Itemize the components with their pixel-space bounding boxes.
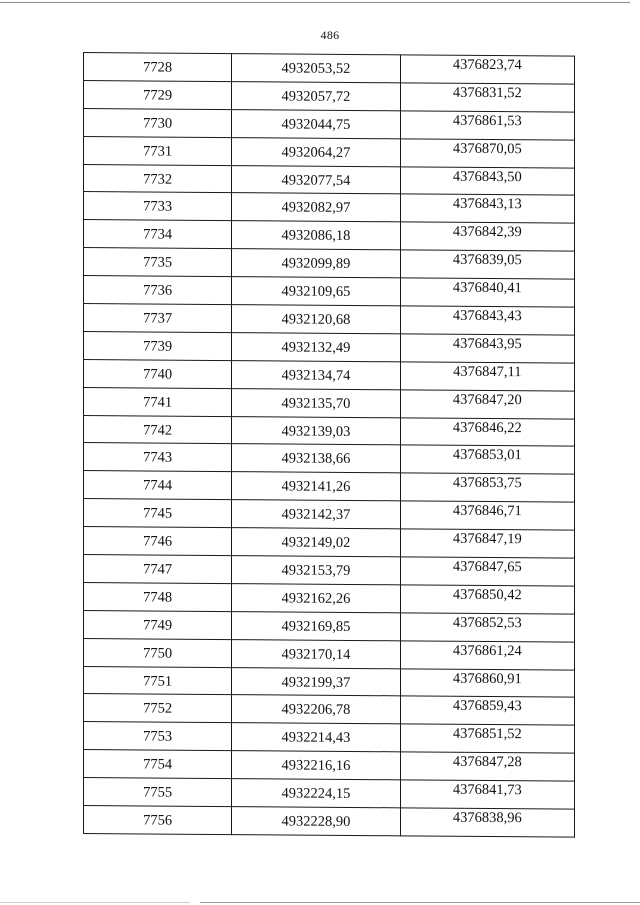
- y-coordinate-cell: [400, 362, 574, 391]
- x-coordinate: 4932169,85: [281, 618, 351, 635]
- y-coordinate: 4376842,39: [452, 223, 522, 241]
- point-number-cell: [84, 53, 232, 82]
- x-coordinate: 4932138,66: [281, 450, 351, 468]
- point-number: 7746: [143, 533, 173, 550]
- x-coordinate: 4932053,52: [281, 60, 351, 77]
- table-row: [84, 359, 575, 390]
- point-number: 7752: [143, 700, 173, 718]
- y-coordinate: 4376838,96: [452, 809, 522, 827]
- point-number-cell: [84, 136, 232, 165]
- point-number: 7751: [143, 672, 173, 690]
- x-coordinate: 4932141,26: [281, 478, 351, 496]
- table-row: [84, 610, 575, 641]
- y-coordinate: 4376843,95: [452, 335, 522, 353]
- point-number-cell: [84, 164, 232, 193]
- point-number: 7756: [143, 812, 173, 829]
- point-number: 7733: [143, 198, 173, 216]
- x-coordinate-cell: [232, 137, 400, 166]
- y-coordinate: 4376831,52: [452, 84, 522, 102]
- y-coordinate: 4376853,01: [452, 447, 522, 464]
- x-coordinate: 4932153,79: [281, 562, 351, 579]
- point-number-cell: [84, 778, 232, 807]
- table-row: [84, 443, 575, 474]
- x-coordinate-cell: [232, 221, 400, 250]
- y-coordinate: 4376841,73: [452, 781, 522, 799]
- point-number-cell: [84, 638, 232, 667]
- point-number: 7736: [143, 282, 173, 299]
- y-coordinate-cell: [400, 696, 574, 725]
- table-row: [84, 136, 575, 167]
- y-coordinate: 4376852,53: [452, 614, 522, 631]
- y-coordinate: 4376843,43: [452, 307, 522, 325]
- y-coordinate: 4376823,74: [452, 56, 522, 74]
- y-coordinate: 4376860,91: [452, 670, 522, 687]
- point-number-cell: [84, 750, 232, 779]
- y-coordinate-cell: [400, 417, 574, 446]
- y-coordinate-cell: [400, 501, 574, 530]
- point-number: 7748: [143, 589, 173, 606]
- x-coordinate: 4932162,26: [281, 590, 351, 607]
- x-coordinate: 4932142,37: [281, 506, 351, 524]
- point-number: 7745: [143, 505, 173, 522]
- y-coordinate-cell: [400, 250, 574, 279]
- table-row: [84, 53, 575, 84]
- coordinates-table: [83, 52, 575, 838]
- y-coordinate-cell: [400, 668, 574, 697]
- x-coordinate: 4932077,54: [281, 171, 351, 189]
- point-number-cell: [84, 331, 232, 360]
- y-coordinate: 4376843,50: [452, 168, 522, 185]
- x-coordinate: 4932199,37: [281, 673, 351, 691]
- y-coordinate-cell: [400, 780, 574, 809]
- y-coordinate-cell: [400, 55, 574, 84]
- point-number-cell: [84, 666, 232, 695]
- x-coordinate: 4932044,75: [281, 116, 351, 133]
- point-number-cell: [84, 806, 232, 835]
- point-number-cell: [84, 610, 232, 639]
- table-row: [84, 192, 575, 223]
- x-coordinate-cell: [232, 444, 400, 473]
- x-coordinate-cell: [232, 611, 400, 640]
- x-coordinate-cell: [232, 360, 400, 389]
- table-row: [84, 387, 575, 418]
- coordinates-table-body: [84, 53, 575, 838]
- point-number: 7742: [143, 421, 173, 439]
- top-edge-rule: [0, 2, 630, 3]
- x-coordinate-cell: [232, 695, 400, 724]
- x-coordinate: 4932057,72: [281, 88, 351, 105]
- point-number-cell: [84, 80, 232, 109]
- point-number: 7732: [143, 170, 173, 188]
- x-coordinate-cell: [232, 54, 400, 83]
- y-coordinate: 4376847,20: [452, 391, 522, 408]
- table-row: [84, 499, 575, 530]
- point-number: 7755: [143, 784, 173, 801]
- y-coordinate-cell: [400, 306, 574, 335]
- x-coordinate: 4932214,43: [281, 729, 351, 747]
- x-coordinate-cell: [232, 165, 400, 194]
- point-number: 7740: [143, 366, 173, 383]
- bottom-edge-rule: [200, 902, 640, 903]
- table-row: [84, 555, 575, 586]
- x-coordinate-cell: [232, 807, 400, 836]
- x-coordinate-cell: [232, 305, 400, 334]
- y-coordinate-cell: [400, 724, 574, 753]
- page-number: 486: [320, 28, 340, 42]
- y-coordinate-cell: [400, 390, 574, 419]
- table-row: [84, 304, 575, 335]
- point-number-cell: [84, 387, 232, 416]
- x-coordinate: 4932132,49: [281, 339, 351, 356]
- x-coordinate: 4932139,03: [281, 422, 351, 440]
- y-coordinate-cell: [400, 334, 574, 363]
- table-row: [84, 276, 575, 307]
- point-number: 7731: [143, 143, 173, 160]
- point-number-cell: [84, 192, 232, 221]
- point-number-cell: [84, 582, 232, 611]
- table-row: [84, 80, 575, 111]
- x-coordinate-cell: [232, 667, 400, 696]
- x-coordinate: 4932120,68: [281, 311, 351, 328]
- table-row: [84, 778, 575, 809]
- y-coordinate: 4376847,65: [452, 558, 522, 576]
- table-row: [84, 527, 575, 558]
- y-coordinate: 4376847,11: [453, 363, 522, 380]
- y-coordinate: 4376839,05: [452, 251, 522, 269]
- x-coordinate-cell: [232, 779, 400, 808]
- y-coordinate: 4376846,22: [452, 419, 522, 436]
- y-coordinate-cell: [400, 529, 574, 558]
- x-coordinate-cell: [232, 472, 400, 501]
- y-coordinate: 4376859,43: [452, 698, 522, 715]
- point-number-cell: [84, 527, 232, 556]
- point-number-cell: [84, 443, 232, 472]
- y-coordinate-cell: [400, 166, 574, 195]
- y-coordinate: 4376853,75: [452, 475, 522, 492]
- y-coordinate-cell: [400, 585, 574, 614]
- y-coordinate: 4376840,41: [452, 279, 522, 297]
- table-row: [84, 806, 575, 837]
- x-coordinate-cell: [232, 723, 400, 752]
- x-coordinate-cell: [232, 416, 400, 445]
- x-coordinate: 4932216,16: [281, 757, 351, 775]
- y-coordinate: 4376851,52: [452, 726, 522, 743]
- point-number-cell: [84, 499, 232, 528]
- table-row: [84, 694, 575, 725]
- table-row: [84, 220, 575, 251]
- y-coordinate-cell: [400, 278, 574, 307]
- point-number-cell: [84, 248, 232, 277]
- x-coordinate: 4932228,90: [281, 813, 351, 830]
- point-number: 7743: [143, 449, 173, 467]
- x-coordinate: 4932099,89: [281, 255, 351, 273]
- y-coordinate-cell: [400, 111, 574, 140]
- x-coordinate-cell: [232, 109, 400, 138]
- point-number-cell: [84, 359, 232, 388]
- point-number-cell: [84, 220, 232, 249]
- x-coordinate-cell: [232, 249, 400, 278]
- x-coordinate: 4932109,65: [281, 283, 351, 301]
- bottom-edge-rule-faint: [0, 902, 190, 903]
- point-number: 7747: [143, 561, 173, 578]
- point-number-cell: [84, 304, 232, 333]
- x-coordinate: 4932086,18: [281, 227, 351, 245]
- point-number-cell: [84, 555, 232, 584]
- x-coordinate-cell: [232, 639, 400, 668]
- table-row: [84, 415, 575, 446]
- point-number-cell: [84, 108, 232, 137]
- x-coordinate: 4932170,14: [281, 646, 351, 663]
- point-number-cell: [84, 415, 232, 444]
- table-row: [84, 108, 575, 139]
- point-number-cell: [84, 471, 232, 500]
- x-coordinate: 4932206,78: [281, 701, 351, 719]
- point-number: 7737: [143, 310, 173, 327]
- table-row: [84, 750, 575, 781]
- x-coordinate-cell: [232, 751, 400, 780]
- x-coordinate-cell: [232, 193, 400, 222]
- point-number: 7730: [143, 115, 173, 132]
- point-number: 7734: [143, 226, 173, 243]
- x-coordinate-cell: [232, 528, 400, 557]
- x-coordinate-cell: [232, 556, 400, 585]
- y-coordinate: 4376870,05: [452, 140, 522, 157]
- x-coordinate: 4932064,27: [281, 144, 351, 161]
- x-coordinate: 4932082,97: [281, 199, 351, 217]
- y-coordinate-cell: [400, 138, 574, 167]
- x-coordinate: 4932135,70: [281, 395, 351, 412]
- y-coordinate-cell: [400, 641, 574, 670]
- table-row: [84, 331, 575, 362]
- y-coordinate-cell: [400, 613, 574, 642]
- x-coordinate: 4932224,15: [281, 785, 351, 803]
- y-coordinate: 4376861,53: [452, 112, 522, 129]
- point-number-cell: [84, 276, 232, 305]
- point-number: 7750: [143, 645, 173, 662]
- y-coordinate: 4376861,24: [452, 642, 522, 659]
- y-coordinate: 4376847,19: [452, 530, 522, 548]
- y-coordinate: 4376850,42: [452, 586, 522, 604]
- table-row: [84, 471, 575, 502]
- table-row: [84, 164, 575, 195]
- table-row: [84, 722, 575, 753]
- y-coordinate-cell: [400, 808, 574, 837]
- y-coordinate-cell: [400, 557, 574, 586]
- point-number: 7749: [143, 617, 173, 634]
- x-coordinate-cell: [232, 332, 400, 361]
- point-number: 7741: [143, 394, 173, 411]
- y-coordinate-cell: [400, 473, 574, 502]
- x-coordinate: 4932149,02: [281, 534, 351, 552]
- y-coordinate-cell: [400, 222, 574, 251]
- x-coordinate-cell: [232, 584, 400, 613]
- table-row: [84, 666, 575, 697]
- point-number: 7754: [143, 756, 173, 773]
- y-coordinate-cell: [400, 194, 574, 223]
- point-number: 7735: [143, 254, 173, 271]
- point-number: 7739: [143, 338, 173, 355]
- x-coordinate-cell: [232, 388, 400, 417]
- y-coordinate-cell: [400, 752, 574, 781]
- table-row: [84, 248, 575, 279]
- table-row: [84, 582, 575, 613]
- point-number: 7753: [143, 728, 173, 745]
- x-coordinate-cell: [232, 500, 400, 529]
- point-number-cell: [84, 694, 232, 723]
- point-number: 7729: [143, 87, 173, 104]
- table-row: [84, 638, 575, 669]
- x-coordinate-cell: [232, 277, 400, 306]
- x-coordinate: 4932134,74: [281, 367, 351, 384]
- point-number-cell: [84, 722, 232, 751]
- y-coordinate: 4376847,28: [452, 753, 522, 771]
- point-number: 7744: [143, 477, 173, 494]
- x-coordinate-cell: [232, 81, 400, 110]
- y-coordinate: 4376846,71: [452, 502, 522, 520]
- y-coordinate: 4376843,13: [452, 196, 522, 213]
- y-coordinate-cell: [400, 83, 574, 112]
- point-number: 7728: [143, 59, 173, 76]
- y-coordinate-cell: [400, 445, 574, 474]
